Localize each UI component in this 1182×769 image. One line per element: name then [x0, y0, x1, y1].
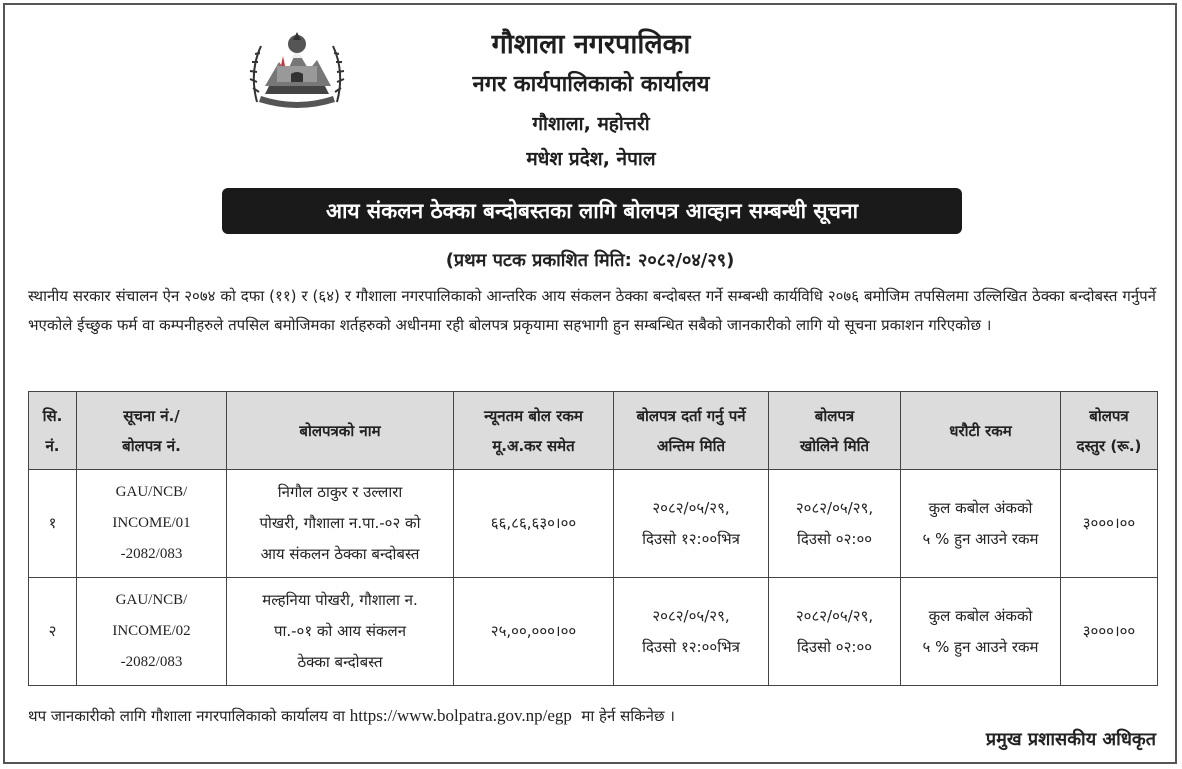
- header-opening-line: बोलपत्र: [814, 406, 855, 425]
- nepal-government-emblem-icon: [243, 22, 351, 114]
- cell-deposit-line: ५ % हुन आउने रकम: [922, 637, 1039, 656]
- header-name-line: बोलपत्रको नाम: [299, 421, 381, 440]
- cell-name-line: ठेक्का बन्दोबस्त: [297, 653, 383, 671]
- table-row: [29, 578, 1158, 686]
- office-province: मधेश प्रदेश, नेपाल: [526, 148, 656, 170]
- cell-name-line: निगौल ठाकुर र उल्लारा: [277, 483, 403, 501]
- cell-ref-line: GAU/NCB/: [115, 484, 188, 500]
- header-sn: [29, 392, 77, 470]
- footer-note: [28, 706, 675, 726]
- cell-deposit-line: कुल कबोल अंकको: [928, 606, 1033, 625]
- cell-name: [227, 578, 454, 686]
- header-opening: [769, 392, 901, 470]
- header-min-bid: [454, 392, 614, 470]
- cell-ref-line: -2082/083: [120, 546, 183, 562]
- cell-ref-line: -2082/083: [120, 654, 183, 670]
- tender-table: [28, 391, 1158, 686]
- header-sn-line: सि.: [42, 406, 63, 425]
- publication-date: (प्रथम पटक प्रकाशित मिति: २०८२/०४/२९): [445, 250, 735, 271]
- cell-deposit-line: ५ % हुन आउने रकम: [922, 529, 1039, 548]
- header-fee-line: दस्तुर (रू.): [1076, 436, 1142, 455]
- cell-opening: [769, 578, 901, 686]
- cell-deposit: [901, 470, 1061, 578]
- cell-name-line: पोखरी, गौशाला न.पा.-०२ को: [259, 514, 421, 532]
- cell-deposit: [901, 578, 1061, 686]
- notice-title-banner: आय संकलन ठेक्का बन्दोबस्तका लागि बोलपत्र आव्हान सम्बन्धी सूचना: [222, 188, 962, 234]
- cell-name-line: आय संकलन ठेक्का बन्दोबस्त: [260, 545, 420, 563]
- cell-opening-line: २०८२/०५/२९,: [795, 606, 874, 625]
- office-location: गौशाला, महोत्तरी: [532, 113, 650, 135]
- cell-min-bid: २५,००,०००।००: [454, 578, 614, 686]
- header-ref-line: सूचना नं./: [123, 406, 180, 425]
- header-ref: [77, 392, 227, 470]
- office-name: नगर कार्यपालिकाको कार्यालय: [472, 72, 710, 97]
- header-deposit-line: धरौटी रकम: [949, 421, 1012, 440]
- cell-deposit-line: कुल कबोल अंकको: [928, 498, 1033, 517]
- table-header-row: [29, 392, 1158, 470]
- header-fee-line: बोलपत्र: [1089, 406, 1129, 425]
- cell-min-bid: ६६,८६,६३०।००: [454, 470, 614, 578]
- header-min-bid-line: न्यूनतम बोल रकम: [484, 406, 583, 425]
- cell-ref: [77, 578, 227, 686]
- header-name: [227, 392, 454, 470]
- cell-name: [227, 470, 454, 578]
- header-deposit: [901, 392, 1061, 470]
- footer-text-before: थप जानकारीको लागि गौशाला नगरपालिकाको कार्यालय वा: [28, 707, 346, 725]
- cell-name-line: मल्हनिया पोखरी, गौशाला न.: [262, 591, 418, 609]
- header-min-bid-line: मू.अ.कर समेत: [492, 436, 575, 455]
- cell-name-line: पा.-०१ को आय संकलन: [273, 622, 407, 640]
- cell-ref-line: GAU/NCB/: [115, 592, 188, 608]
- header-deadline-line: बोलपत्र दर्ता गर्नु पर्ने: [636, 406, 746, 425]
- cell-deadline-line: २०८२/०५/२९,: [652, 498, 730, 517]
- cell-ref-line: INCOME/01: [112, 515, 191, 531]
- cell-opening-line: २०८२/०५/२९,: [795, 498, 874, 517]
- bolpatra-link[interactable]: https://www.bolpatra.gov.np/egp: [349, 706, 572, 725]
- footer-text-after: मा हेर्न सकिनेछ ।: [581, 707, 675, 725]
- cell-deadline-line: दिउसो १२:००भित्र: [642, 637, 740, 656]
- signatory-title: प्रमुख प्रशासकीय अधिकृत: [985, 729, 1156, 750]
- header-deadline: [614, 392, 769, 470]
- table-row: [29, 470, 1158, 578]
- cell-opening-line: दिउसो ०२:००: [796, 529, 873, 548]
- cell-fee: ३०००।००: [1061, 470, 1158, 578]
- intro-paragraph: स्थानीय सरकार संचालन ऐन २०७४ को दफा (११) र (६४) र गौशाला नगरपालिकाको आन्तरिक आय संकलन ठेक्का बन्दोबस्त गर्ने सम्बन्धी कार्यविधि २०७६ बमोजिम तपसिलमा उल्लिखित ठेक्का बन्दोबस्त गर्नुपर्ने भएकोले ईच्छुक फर्म वा कम्पनीहरुले तपसिल बमोजिमका शर्तहरुको अधीनमा रही बोलपत्र प्रकृयामा सहभागी हुन सम्बन्धित सबैको जानकारीको लागि यो सूचना प्रकाशन गरिएकोछ ।: [28, 287, 1156, 334]
- cell-opening: [769, 470, 901, 578]
- cell-fee: ३०००।००: [1061, 578, 1158, 686]
- header-deadline-line: अन्तिम मिति: [657, 436, 725, 455]
- cell-deadline: [614, 470, 769, 578]
- cell-opening-line: दिउसो ०२:००: [796, 637, 873, 656]
- header-opening-line: खोलिने मिति: [799, 436, 870, 455]
- cell-sn: १: [29, 470, 77, 578]
- municipality-name: गौशाला नगरपालिका: [491, 29, 691, 60]
- header-ref-line: बोलपत्र नं.: [122, 436, 181, 455]
- header-sn-line: नं.: [45, 436, 60, 455]
- cell-deadline-line: दिउसो १२:००भित्र: [642, 529, 740, 548]
- cell-deadline-line: २०८२/०५/२९,: [652, 606, 730, 625]
- cell-ref: [77, 470, 227, 578]
- cell-ref-line: INCOME/02: [112, 623, 191, 639]
- cell-sn: २: [29, 578, 77, 686]
- cell-deadline: [614, 578, 769, 686]
- header-fee: [1061, 392, 1158, 470]
